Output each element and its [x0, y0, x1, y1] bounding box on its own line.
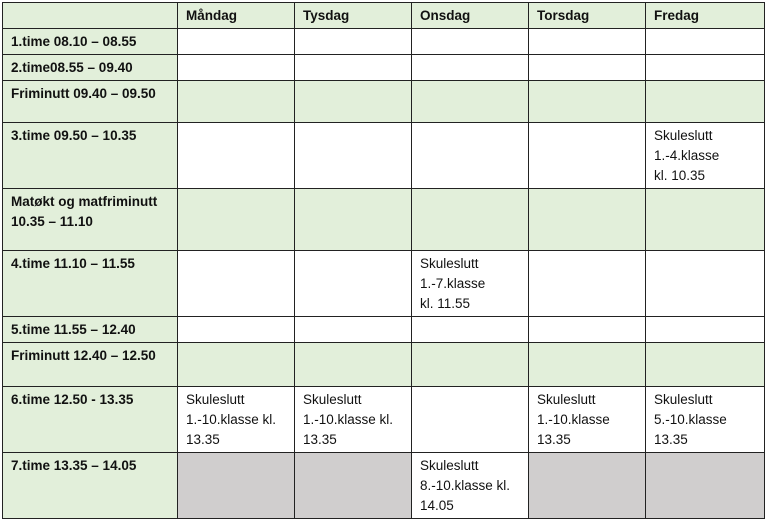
day-header-thursday: Torsdag	[529, 3, 646, 29]
cell-thursday	[529, 343, 646, 387]
cell-tuesday	[295, 343, 412, 387]
cell-monday	[178, 55, 295, 81]
cell-tuesday	[295, 123, 412, 189]
timetable-row	[3, 317, 765, 343]
period-label: Friminutt 12.40 – 12.50	[3, 343, 178, 387]
corner-cell	[3, 3, 178, 29]
cell-thursday: Skuleslutt 1.-10.klasse 13.35	[529, 387, 646, 453]
cell-wednesday	[412, 81, 529, 123]
cell-thursday	[529, 453, 646, 519]
cell-friday	[646, 189, 765, 251]
period-label: Matøkt og matfriminutt 10.35 – 11.10	[3, 189, 178, 251]
day-header-friday: Fredag	[646, 3, 765, 29]
period-label: 6.time 12.50 - 13.35	[3, 387, 178, 453]
timetable-row	[3, 189, 765, 251]
cell-monday	[178, 81, 295, 123]
cell-monday	[178, 29, 295, 55]
timetable-row	[3, 453, 765, 519]
cell-thursday	[529, 55, 646, 81]
cell-thursday	[529, 189, 646, 251]
period-label: 3.time 09.50 – 10.35	[3, 123, 178, 189]
cell-tuesday	[295, 453, 412, 519]
timetable-row	[3, 343, 765, 387]
period-label: 5.time 11.55 – 12.40	[3, 317, 178, 343]
cell-monday	[178, 189, 295, 251]
cell-monday	[178, 453, 295, 519]
timetable-row	[3, 55, 765, 81]
cell-wednesday	[412, 189, 529, 251]
cell-monday	[178, 317, 295, 343]
cell-thursday	[529, 317, 646, 343]
day-header-wednesday: Onsdag	[412, 3, 529, 29]
cell-tuesday: Skuleslutt 1.-10.klasse kl. 13.35	[295, 387, 412, 453]
cell-wednesday	[412, 29, 529, 55]
timetable-row	[3, 81, 765, 123]
period-label: 4.time 11.10 – 11.55	[3, 251, 178, 317]
period-label: 1.time 08.10 – 08.55	[3, 29, 178, 55]
cell-friday: Skuleslutt 1.-4.klasse kl. 10.35	[646, 123, 765, 189]
period-label: 7.time 13.35 – 14.05	[3, 453, 178, 519]
cell-thursday	[529, 29, 646, 55]
cell-friday	[646, 81, 765, 123]
cell-friday	[646, 29, 765, 55]
cell-thursday	[529, 81, 646, 123]
timetable-row	[3, 123, 765, 189]
cell-monday	[178, 251, 295, 317]
cell-wednesday: Skuleslutt 8.-10.klasse kl. 14.05	[412, 453, 529, 519]
header-row	[3, 3, 765, 29]
period-label: 2.time08.55 – 09.40	[3, 55, 178, 81]
cell-thursday	[529, 251, 646, 317]
cell-wednesday: Skuleslutt 1.-7.klasse kl. 11.55	[412, 251, 529, 317]
cell-tuesday	[295, 81, 412, 123]
cell-friday	[646, 453, 765, 519]
day-header-monday: Måndag	[178, 3, 295, 29]
cell-wednesday	[412, 387, 529, 453]
school-timetable	[2, 2, 765, 519]
cell-monday	[178, 343, 295, 387]
timetable-row	[3, 29, 765, 55]
cell-thursday	[529, 123, 646, 189]
cell-friday	[646, 343, 765, 387]
cell-tuesday	[295, 29, 412, 55]
cell-friday: Skuleslutt 5.-10.klasse 13.35	[646, 387, 765, 453]
cell-monday: Skuleslutt 1.-10.klasse kl. 13.35	[178, 387, 295, 453]
cell-wednesday	[412, 123, 529, 189]
cell-friday	[646, 251, 765, 317]
cell-tuesday	[295, 251, 412, 317]
period-label: Friminutt 09.40 – 09.50	[3, 81, 178, 123]
cell-friday	[646, 55, 765, 81]
day-header-tuesday: Tysdag	[295, 3, 412, 29]
timetable-row	[3, 251, 765, 317]
cell-friday	[646, 317, 765, 343]
cell-monday	[178, 123, 295, 189]
cell-wednesday	[412, 55, 529, 81]
cell-wednesday	[412, 317, 529, 343]
cell-tuesday	[295, 55, 412, 81]
timetable-row	[3, 387, 765, 453]
cell-wednesday	[412, 343, 529, 387]
cell-tuesday	[295, 317, 412, 343]
cell-tuesday	[295, 189, 412, 251]
